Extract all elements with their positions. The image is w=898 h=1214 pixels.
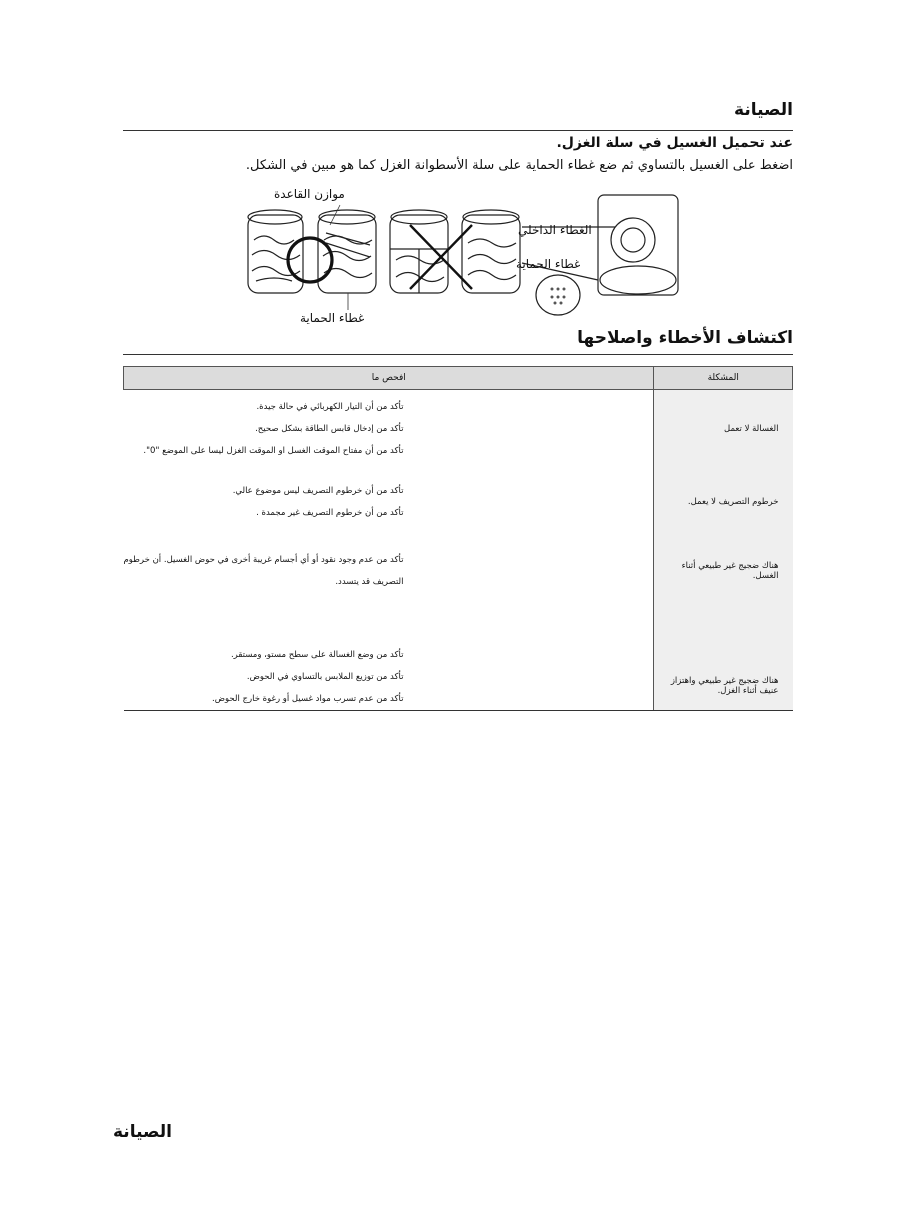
subsection-title: عند تحميل الغسيل في سلة الغزل. [556,135,793,151]
drum-5 [462,210,520,293]
solution-cell [124,536,654,606]
drum-diagram [240,185,690,330]
troubleshooting-rule [123,354,793,355]
figure-label-cover-right: غطاء الحماية [516,257,581,271]
figure-label-inner-cover: الغطاء الداخلي [518,223,592,237]
troubleshooting-table [123,366,793,711]
section-rule [123,130,793,131]
table-header-row [124,367,793,390]
header-problem: المشكلة [654,367,793,390]
drum-1 [248,210,303,293]
header-solution: افحص ما [124,367,654,390]
problem-cell [654,468,793,536]
loading-illustration [240,185,690,330]
instruction-text: اضغط على الغسيل بالتساوي ثم ضع غطاء الحماية على سلة الأسطوانة الغزل كما هو مبين في الشكل. [245,158,793,173]
drum-2 [318,210,376,293]
section-title: الصيانة [734,100,793,120]
table-row [124,468,793,536]
footer-label: الصيانة [113,1122,172,1142]
table-row [124,606,793,711]
solution-cell [124,606,654,711]
figure-label-balance: موازن القاعدة [274,187,345,201]
problem-cell [654,606,793,711]
problem-cell [654,536,793,606]
problem-text: خرطوم التصريف لا يعمل. [687,497,779,507]
solution-line: تأكد من عدم تسرب مواد غسيل أو رغوة خارج الحوض. [212,694,404,704]
solution-line: تأكد من عدم وجود نقود أو أي أجسام غريبة أخرى في حوض الغسيل. أن خرطوم [123,555,404,565]
solution-line: تأكد من أن خرطوم التصريف ليس موضوع عالي. [232,486,404,496]
solution-line: التصريف قد يتسدد. [335,577,404,587]
figure-label-cover-bottom: غطاء الحماية [300,311,365,325]
solution-line: تأكد من إدخال قابس الطاقة بشكل صحيح. [255,424,404,434]
table-row [124,390,793,469]
solution-cell [124,468,654,536]
solution-line: تأكد من توزيع الملابس بالتساوي في الحوض. [246,672,404,682]
problem-text: الغسالة لا تعمل [724,424,779,434]
solution-cell [124,390,654,469]
solution-line: تأكد من أن مفتاح الموقت الغسل او الموقت الغزل ليسا على الموضع "0". [143,446,404,456]
table-row [124,536,793,606]
solution-line: تأكد من أن خرطوم التصريف غير مجمدة . [256,508,404,518]
problem-text: هناك ضجيج غير طبيعي واهتزاز عنيف أثناء الغزل. [670,676,779,696]
problem-text: هناك ضجيج غير طبيعي أثناء الغسل. [681,561,779,581]
solution-line: تأكد من أن التيار الكهربائي في حالة جيدة. [256,402,404,412]
troubleshooting-title: اكتشاف الأخطاء واصلاحها [577,328,793,348]
solution-line: تأكد من وضع الغسالة على سطح مستو، ومستقر. [230,650,404,660]
problem-cell [654,390,793,469]
